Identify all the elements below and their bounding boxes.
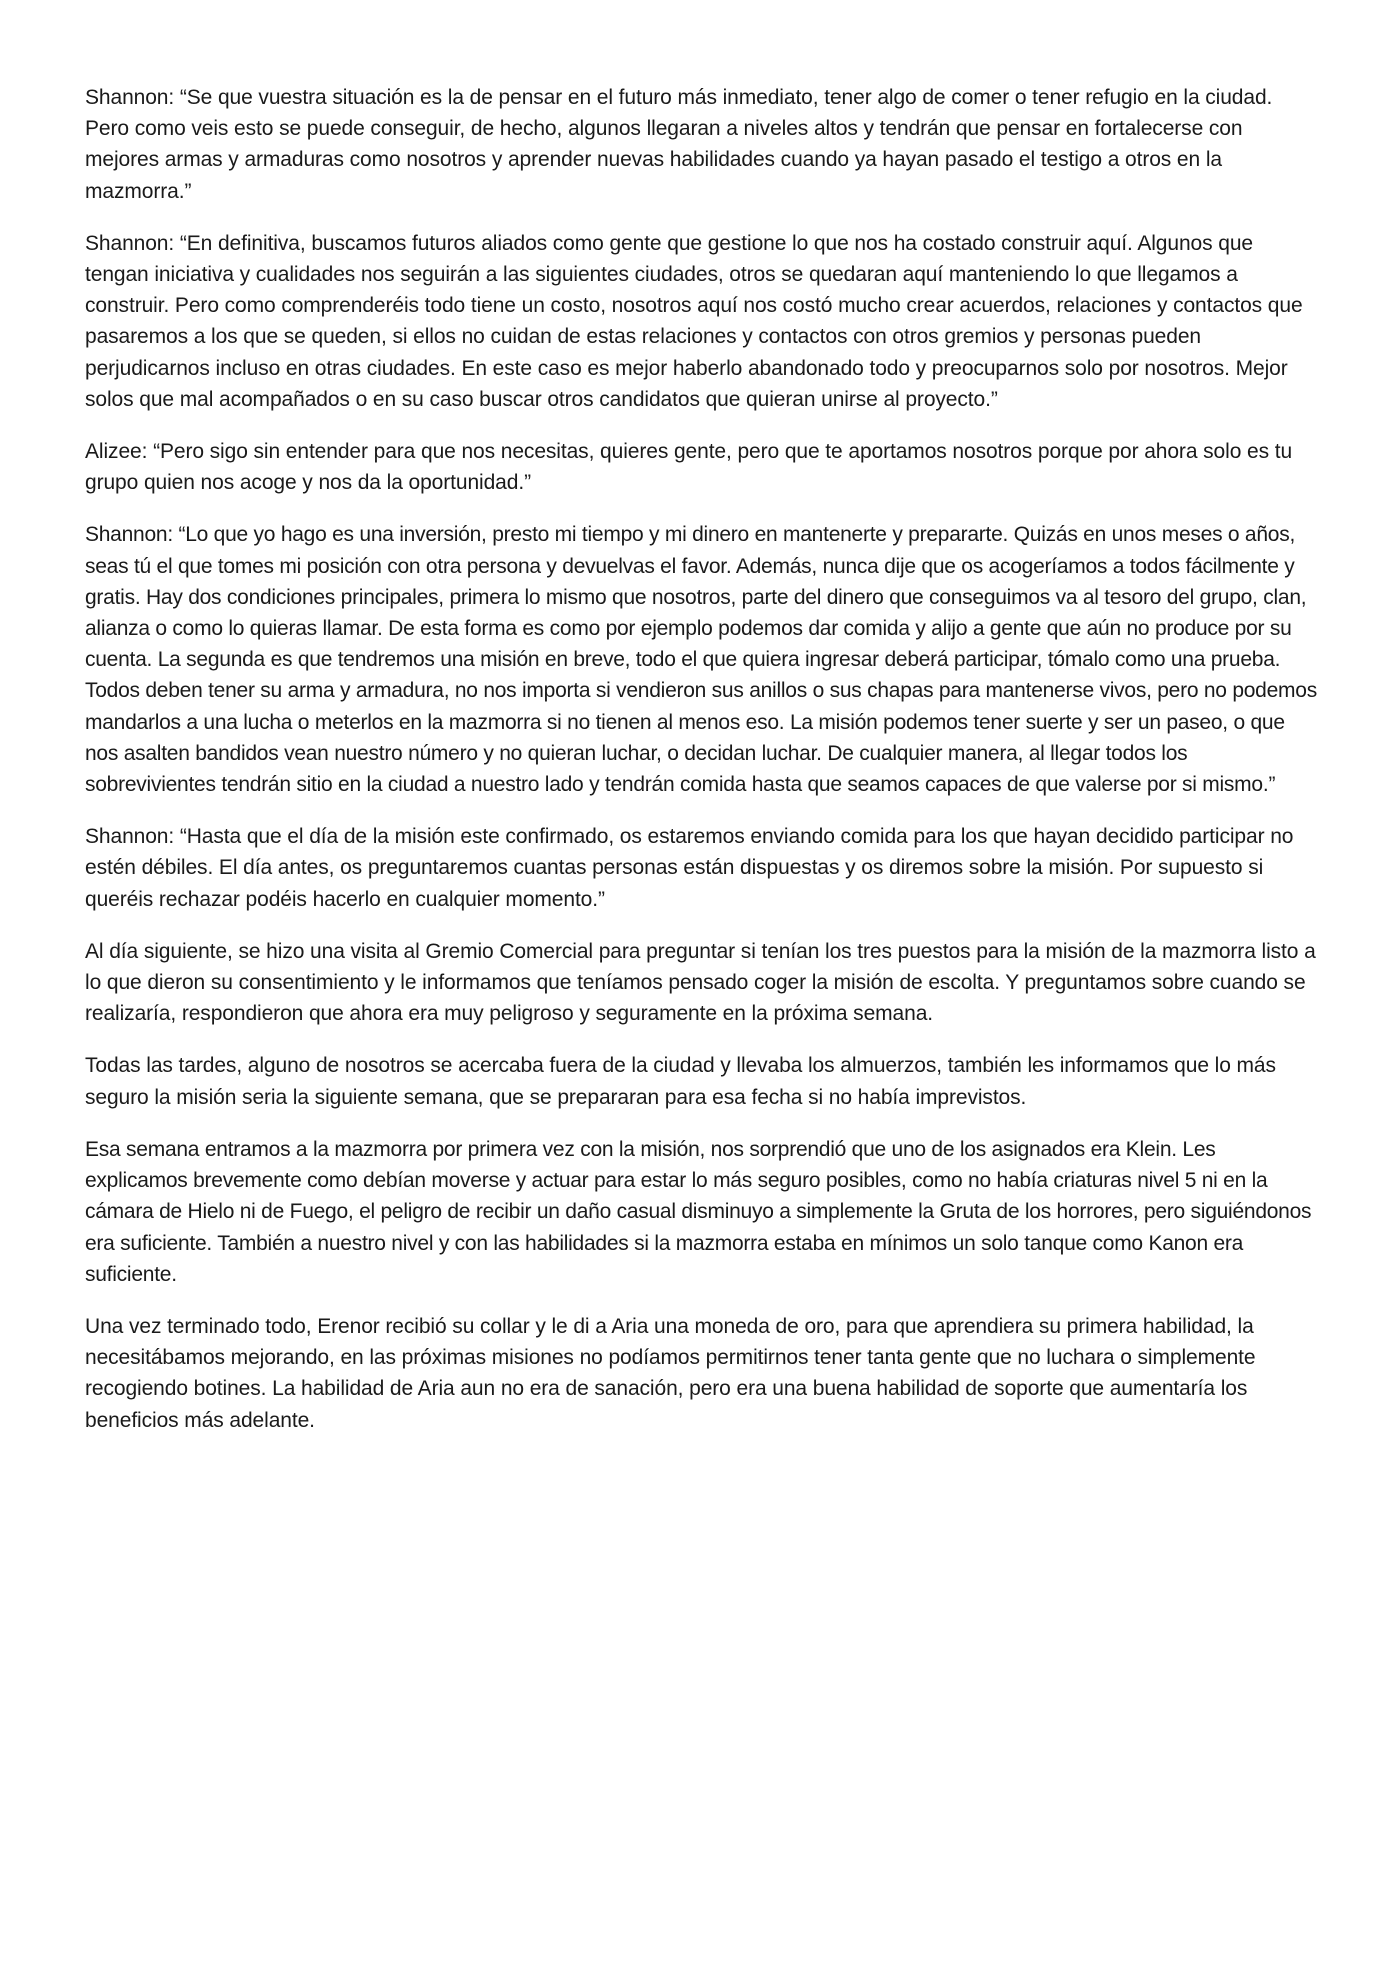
paragraph-3: Alizee: “Pero sigo sin entender para que nos necesitas, quieres gente, pero que te aportamos nosotros porque por ahora solo es tu grupo quien nos acoge y nos da la oportunidad.” [85, 440, 1293, 495]
paragraph-4: Shannon: “Lo que yo hago es una inversión, presto mi tiempo y mi dinero en mantenerte y prepararte. Quizás en unos meses o años, seas tú el que tomes mi posición con otra persona y devuelvas el favor. Además, nunca dije que os acogeríamos a todos fácilmente y gratis. Hay dos condiciones principales, primera lo mismo que nosotros, parte del dinero que conseguimos va al tesoro del grupo, clan, alianza o como lo quieras llamar. De esta forma es como por ejemplo podemos dar comida y alijo a gente que aún no produce por su cuenta. La segunda es que tendremos una misión en breve, todo el que quiera ingresar deberá participar, tómalo como una prueba. Todos deben tener su arma y armadura, no nos importa si vendieron sus anillos o sus chapas para mantenerse vivos, pero no podemos mandarlos a una lucha o meterlos en la mazmorra si no tienen al menos eso. La misión podemos tener suerte y ser un paseo, o que nos asalten bandidos vean nuestro número y no quieran luchar, o decidan luchar. De cualquier manera, al llegar todos los sobrevivientes tendrán sitio en la ciudad a nuestro lado y tendrán comida hasta que seamos capaces de que valerse por si mismo.” [85, 523, 1317, 797]
paragraph-7: Todas las tardes, alguno de nosotros se acercaba fuera de la ciudad y llevaba los almuerzos, también les informamos que lo más seguro la misión seria la siguiente semana, que se prepararan para esa fecha si no había imprevistos. [85, 1054, 1276, 1109]
paragraph-5: Shannon: “Hasta que el día de la misión este confirmado, os estaremos enviando comida para los que hayan decidido participar no estén débiles. El día antes, os preguntaremos cuantas personas están dispuestas y os diremos sobre la misión. Por supuesto si queréis rechazar podéis hacerlo en cualquier momento.” [85, 825, 1294, 911]
paragraph-2: Shannon: “En definitiva, buscamos futuros aliados como gente que gestione lo que nos ha costado construir aquí. Algunos que tengan iniciativa y cualidades nos seguirán a las siguientes ciudades, otros se quedaran aquí manteniendo lo que llegamos a construir. Pero como comprenderéis todo tiene un costo, nosotros aquí nos costó mucho crear acuerdos, relaciones y contactos que pasaremos a los que se queden, si ellos no cuidan de estas relaciones y contactos con otros gremios y personas pueden perjudicarnos incluso en otras ciudades. En este caso es mejor haberlo abandonado todo y preocuparnos solo por nosotros. Mejor solos que mal acompañados o en su caso buscar otros candidatos que quieran unirse al proyecto.” [85, 231, 1303, 411]
paragraph-8: Esa semana entramos a la mazmorra por primera vez con la misión, nos sorprendió que uno de los asignados era Klein. Les explicamos brevemente como debían moverse y actuar para estar lo más seguro posibles, como no había criaturas nivel 5 ni en la cámara de Hielo ni de Fuego, el peligro de recibir un daño casual disminuyo a simplemente la Gruta de los horrores, pero siguiéndonos era suficiente. También a nuestro nivel y con las habilidades si la mazmorra estaba en mínimos un solo tanque como Kanon era suficiente. [85, 1137, 1312, 1286]
paragraph-9: Una vez terminado todo, Erenor recibió su collar y le di a Aria una moneda de oro, para que aprendiera su primera habilidad, la necesitábamos mejorando, en las próximas misiones no podíamos permitirnos tener tanta gente que no luchara o simplemente recogiendo botines. La habilidad de Aria aun no era de sanación, pero era una buena habilidad de soporte que aumentaría los beneficios más adelante. [85, 1314, 1256, 1432]
document-body [85, 82, 1318, 1436]
paragraph-1: Shannon: “Se que vuestra situación es la de pensar en el futuro más inmediato, tener algo de comer o tener refugio en la ciudad. Pero como veis esto se puede conseguir, de hecho, algunos llegaran a niveles altos y tendrán que pensar en fortalecerse con mejores armas y armaduras como nosotros y aprender nuevas habilidades cuando ya hayan pasado el testigo a otros en la mazmorra.” [85, 86, 1273, 203]
paragraph-6: Al día siguiente, se hizo una visita al Gremio Comercial para preguntar si tenían los tres puestos para la misión de la mazmorra listo a lo que dieron su consentimiento y le informamos que teníamos pensado coger la misión de escolta. Y preguntamos sobre cuando se realizaría, respondieron que ahora era muy peligroso y seguramente en la próxima semana. [85, 939, 1316, 1026]
